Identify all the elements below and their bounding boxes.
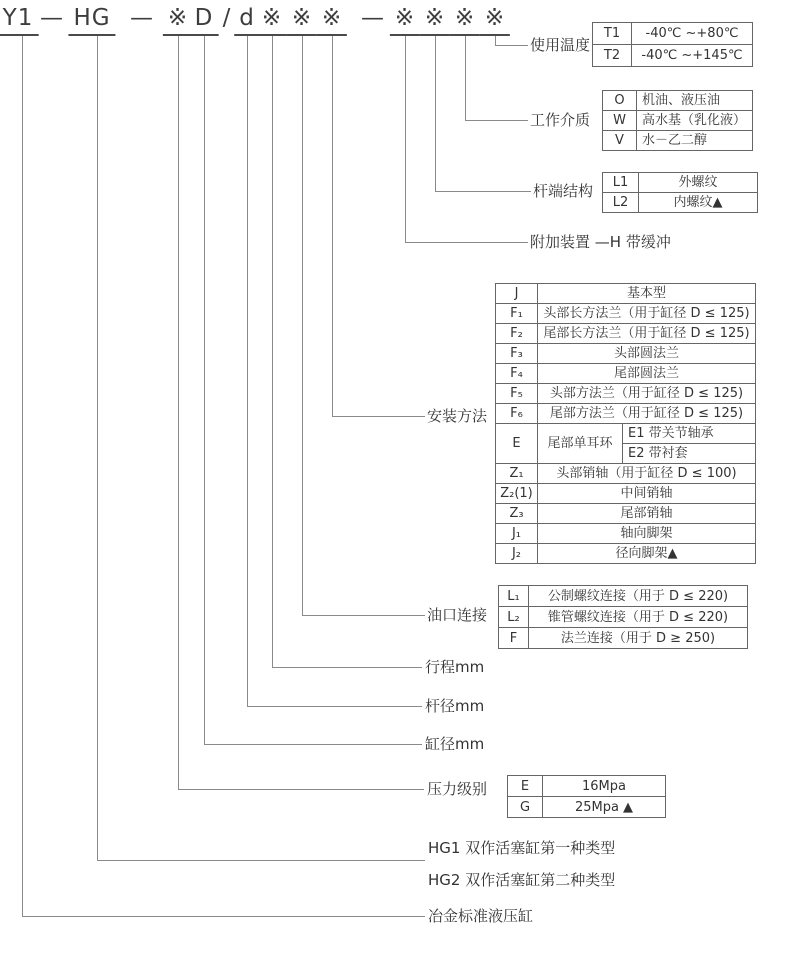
cell-code: Z₁ xyxy=(496,464,538,484)
cell-option: E1 带关节轴承 xyxy=(623,424,756,444)
code-token-bore: D xyxy=(190,6,219,36)
table-row xyxy=(496,544,756,564)
temperature-table xyxy=(592,22,753,67)
connector-line-standard xyxy=(22,36,23,916)
code-token-rodend: ※ xyxy=(420,6,450,36)
cell-desc: -40℃ ~+145℃ xyxy=(632,45,753,67)
label-standard: 冶金标准液压缸 xyxy=(428,907,534,925)
connector-line-stroke xyxy=(272,36,273,667)
connector-line-stroke xyxy=(272,667,422,668)
connector-line-pressure xyxy=(178,36,179,789)
table-row xyxy=(496,504,756,524)
label-rod-diameter: 杆径mm xyxy=(425,697,485,715)
code-token-pressure: ※ xyxy=(163,6,193,36)
label-bore-diameter: 缸径mm xyxy=(425,735,485,753)
connector-line-temperature xyxy=(495,45,528,46)
cell-desc: 尾部长方法兰（用于缸径 D ≤ 125) xyxy=(538,324,756,344)
cell-desc: 尾部方法兰（用于缸径 D ≤ 125) xyxy=(538,404,756,424)
table-row xyxy=(496,304,756,324)
connector-line-temperature xyxy=(495,36,496,45)
cell-code: L₂ xyxy=(499,607,529,628)
cell-desc: 锥管螺纹连接（用于 D ≤ 220) xyxy=(529,607,748,628)
table-row xyxy=(603,91,753,111)
cell-desc: -40℃ ~+80℃ xyxy=(632,23,753,45)
cell-code: W xyxy=(603,111,637,131)
cell-desc: 轴向脚架 xyxy=(538,524,756,544)
cell-code: F₄ xyxy=(496,364,538,384)
code-token-medium: ※ xyxy=(450,6,480,36)
table-row xyxy=(499,607,748,628)
label-oil-port: 油口连接 xyxy=(427,606,488,624)
label-rod-end: 杆端结构 xyxy=(533,182,594,200)
code-token-attachment: ※ xyxy=(390,6,420,36)
code-token-type: HG xyxy=(68,6,115,36)
cell-code: V xyxy=(603,131,637,151)
cell-desc: 头部圆法兰 xyxy=(538,344,756,364)
oil-port-table xyxy=(498,585,748,649)
cell-code: F₅ xyxy=(496,384,538,404)
code-token-stroke: ※ xyxy=(257,6,287,36)
code-separator: — xyxy=(361,5,385,31)
cell-code: F₃ xyxy=(496,344,538,364)
cell-code: Z₂(1) xyxy=(496,484,538,504)
rod-end-table xyxy=(602,172,758,213)
code-token-temp: ※ xyxy=(480,6,510,36)
mounting-table xyxy=(495,283,756,564)
cell-code: O xyxy=(603,91,637,111)
cell-code: L1 xyxy=(603,173,639,193)
cell-desc: 头部销轴（用于缸径 D ≤ 100) xyxy=(538,464,756,484)
table-row xyxy=(603,173,758,193)
connector-line-hg-type xyxy=(97,36,98,860)
label-medium: 工作介质 xyxy=(530,111,591,129)
table-row xyxy=(496,524,756,544)
medium-table xyxy=(602,90,753,151)
table-row xyxy=(603,131,753,151)
connector-line-rod-diameter xyxy=(247,36,248,706)
cell-desc: 头部长方法兰（用于缸径 D ≤ 125) xyxy=(538,304,756,324)
code-token-oilport: ※ xyxy=(287,6,317,36)
table-row xyxy=(496,284,756,304)
label-attachment: 附加装置 —H 带缓冲 xyxy=(530,233,671,251)
code-token-rod: d xyxy=(234,6,260,36)
table-row xyxy=(499,586,748,607)
connector-line-rod-end xyxy=(435,36,436,191)
cell-code: T1 xyxy=(593,23,632,45)
cell-code: L₁ xyxy=(499,586,529,607)
connector-line-standard xyxy=(22,916,425,917)
code-token-mounting: ※ xyxy=(317,6,347,36)
cell-code: F₂ xyxy=(496,324,538,344)
cell-code: Z₃ xyxy=(496,504,538,524)
connector-line-attachment xyxy=(405,242,528,243)
label-stroke: 行程mm xyxy=(425,658,485,676)
cell-code: T2 xyxy=(593,45,632,67)
code-token-series: Y1 xyxy=(0,6,38,36)
cell-desc: 机油、液压油 xyxy=(637,91,753,111)
cell-code: L2 xyxy=(603,193,639,213)
cell-desc: 基本型 xyxy=(538,284,756,304)
cell-desc: 内螺纹▲ xyxy=(639,193,758,213)
label-hg1: HG1 双作活塞缸第一种类型 xyxy=(428,839,616,857)
table-row xyxy=(499,628,748,649)
table-row xyxy=(508,776,666,797)
pressure-table xyxy=(507,775,666,818)
connector-line-mounting xyxy=(332,36,333,416)
connector-line-rod-diameter xyxy=(247,706,422,707)
cell-code: G xyxy=(508,797,543,818)
code-separator: — xyxy=(40,5,64,31)
connector-line-bore-diameter xyxy=(204,36,205,744)
code-separator: — xyxy=(130,5,154,31)
connector-line-attachment xyxy=(405,36,406,242)
cell-desc: 高水基（乳化液） xyxy=(637,111,753,131)
cell-code: F₆ xyxy=(496,404,538,424)
cell-desc: 尾部圆法兰 xyxy=(538,364,756,384)
table-row xyxy=(603,193,758,213)
connector-line-medium xyxy=(465,120,528,121)
table-row-eyelet xyxy=(496,424,756,444)
cell-desc: 中间销轴 xyxy=(538,484,756,504)
cell-code: J₂ xyxy=(496,544,538,564)
table-row xyxy=(593,23,753,45)
label-temperature: 使用温度 xyxy=(530,36,591,54)
label-mounting: 安装方法 xyxy=(427,407,488,425)
connector-line-mounting xyxy=(332,416,425,417)
label-pressure: 压力级别 xyxy=(427,780,488,798)
cell-desc: 尾部销轴 xyxy=(538,504,756,524)
code-separator-slash: / xyxy=(222,5,232,31)
connector-line-oil-port xyxy=(302,36,303,615)
cell-code: F₁ xyxy=(496,304,538,324)
cell-desc: 法兰连接（用于 D ≥ 250) xyxy=(529,628,748,649)
cell-desc: 头部方法兰（用于缸径 D ≤ 125) xyxy=(538,384,756,404)
table-row xyxy=(496,344,756,364)
cell-desc: 公制螺纹连接（用于 D ≤ 220) xyxy=(529,586,748,607)
cell-desc: 外螺纹 xyxy=(639,173,758,193)
connector-line-medium xyxy=(465,36,466,120)
connector-line-pressure xyxy=(178,789,424,790)
cell-code: J₁ xyxy=(496,524,538,544)
connector-line-hg-type xyxy=(97,860,425,861)
table-row xyxy=(508,797,666,818)
cell-desc: 径向脚架▲ xyxy=(538,544,756,564)
connector-line-bore-diameter xyxy=(204,744,422,745)
table-row xyxy=(496,484,756,504)
table-row xyxy=(593,45,753,67)
table-row xyxy=(496,364,756,384)
cell-code: J xyxy=(496,284,538,304)
cell-code: E xyxy=(496,424,538,464)
table-row xyxy=(496,464,756,484)
cell-desc: 水－乙二醇 xyxy=(637,131,753,151)
cell-option: E2 带衬套 xyxy=(623,444,756,464)
table-row xyxy=(496,404,756,424)
cell-desc: 16Mpa xyxy=(543,776,666,797)
cell-desc: 25Mpa ▲ xyxy=(543,797,666,818)
connector-line-rod-end xyxy=(435,191,531,192)
cell-group: 尾部单耳环 xyxy=(538,424,623,464)
label-hg2: HG2 双作活塞缸第二种类型 xyxy=(428,871,616,889)
cell-code: F xyxy=(499,628,529,649)
table-row xyxy=(496,324,756,344)
connector-line-oil-port xyxy=(302,615,425,616)
table-row xyxy=(603,111,753,131)
cell-code: E xyxy=(508,776,543,797)
table-row xyxy=(496,384,756,404)
